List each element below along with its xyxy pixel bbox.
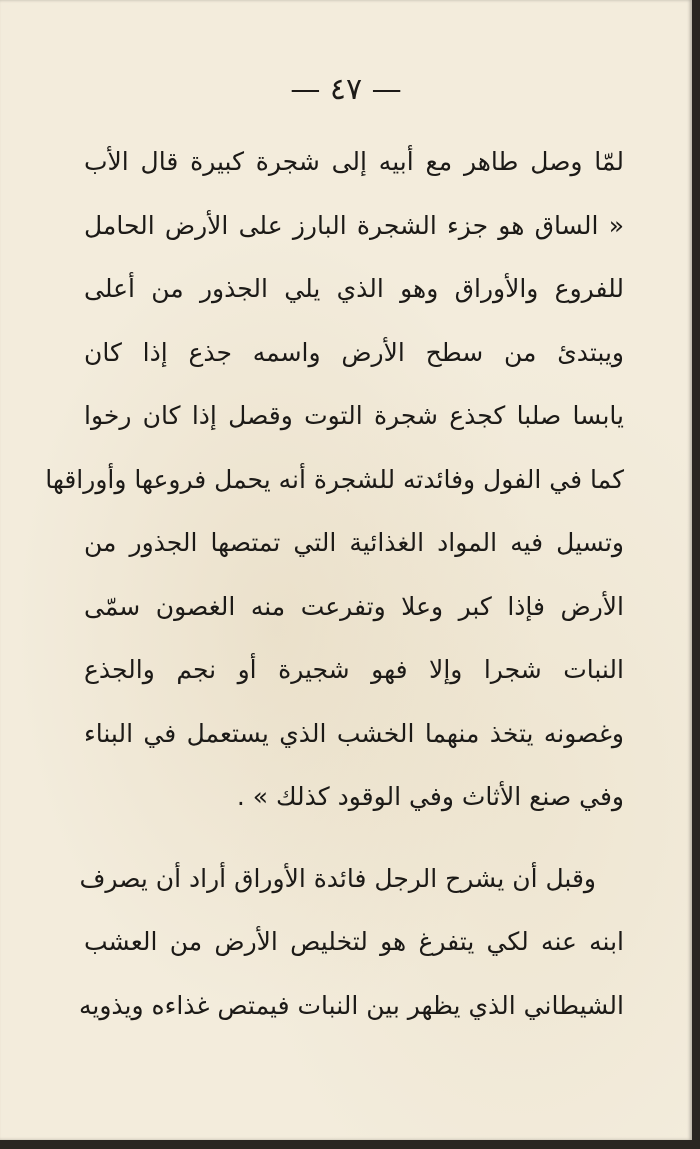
text-line: للفروع والأوراق وهو الذي يلي الجذور من أعلى — [84, 274, 624, 303]
text-line: « الساق هو جزء الشجرة البارز على الأرض الحامل — [84, 210, 624, 240]
text-line: ويبتدئ من سطح الأرض واسمه جذع إذا كان — [84, 337, 624, 367]
text-line: الشيطاني الذي يظهر بين النبات فيمتص غذاءه ويذويه — [78, 990, 624, 1020]
paragraph-2 — [78, 847, 624, 1038]
text-line: كما في الفول وفائدته للشجرة أنه يحمل فروعها وأوراقها — [45, 464, 624, 494]
paragraph-gap — [84, 829, 624, 847]
text-line: الأرض فإذا كبر وعلا وتفرعت منه الغصون سمّى — [84, 591, 624, 621]
text-line: وتسيل فيه المواد الغذائية التي تمتصها الجذور من — [84, 528, 624, 557]
body-text — [45, 130, 624, 1037]
text-line: ابنه عنه لكي يتفرغ هو لتخليص الأرض من العشب — [84, 927, 624, 956]
text-line: النبات شجرا وإلا فهو شجيرة أو نجم والجذع — [84, 655, 624, 684]
text-line: وغصونه يتخذ منهما الخشب الذي يستعمل في البناء — [84, 718, 624, 748]
text-line: يابسا صلبا كجذع شجرة التوت وقصل إذا كان رخوا — [84, 401, 624, 430]
paragraph-1 — [45, 130, 624, 829]
text-line: وقبل أن يشرح الرجل فائدة الأوراق أراد أن يصرف — [79, 863, 596, 893]
page-number: — ٤٧ — — [290, 72, 402, 107]
text-line: وفي صنع الأثاث وفي الوقود كذلك » . — [236, 782, 624, 811]
text-line: لمّا وصل طاهر مع أبيه إلى شجرة كبيرة قال الأب — [84, 147, 624, 176]
